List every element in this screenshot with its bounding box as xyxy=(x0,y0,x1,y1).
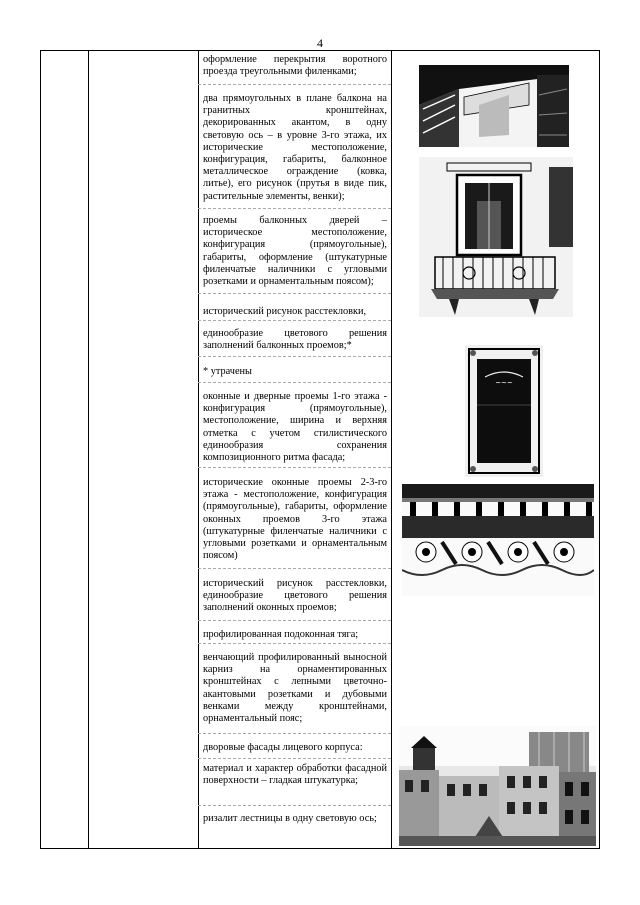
description-paragraph: единообразие цветового решения заполнений балконных проемов;* xyxy=(203,328,387,352)
courtyard-photo xyxy=(399,726,596,846)
column-divider xyxy=(198,51,199,848)
description-paragraph: исторический рисунок расстекловки, единообразие цветового решения заполнений оконных проемов; xyxy=(203,578,387,614)
balcony-photo xyxy=(419,157,573,317)
paragraph-separator xyxy=(198,293,391,294)
svg-text:~~~: ~~~ xyxy=(495,379,513,387)
description-paragraph: исторические оконные проемы 2-3-го этажа - местоположение, конфигурация (прямоугольные), габариты, оформление оконных проемов 3-го этажа (штукатурные филенчатые наличники с угловыми розетками и орнаментальным поясом) xyxy=(203,477,387,562)
paragraph-separator xyxy=(198,320,391,321)
footnote: * утрачены xyxy=(203,366,252,377)
paragraph-separator xyxy=(198,208,391,209)
description-paragraph: оформление перекрытия воротного проезда треугольными филенками; xyxy=(203,54,387,78)
description-paragraph: исторический рисунок расстекловки, xyxy=(203,306,367,317)
cornice-photo xyxy=(402,484,594,596)
paragraph-separator xyxy=(198,805,391,806)
paragraph-separator xyxy=(198,568,391,569)
paragraph-separator xyxy=(198,758,391,759)
gate-passage-photo xyxy=(419,65,569,147)
paragraph-separator xyxy=(198,84,391,85)
paragraph-separator xyxy=(198,467,391,468)
paragraph-separator xyxy=(198,643,391,644)
description-paragraph: два прямоугольных в плане балкона на гранитных кронштейнах, декорированных акантом, в одну световую ось – в уровне 3-го этажа, их исторические местоположение, конфигурация, габариты, балконное металлическое ограждение (ковка, литье), его рисунок (прутья в виде пик, растительные элементы, венки); xyxy=(203,93,387,202)
description-paragraph: ризалит лестницы в одну световую ось; xyxy=(203,813,377,824)
column-divider xyxy=(391,51,392,848)
description-paragraph: дворовые фасады лицевого корпуса: xyxy=(203,742,363,753)
paragraph-separator xyxy=(198,733,391,734)
description-paragraph: проемы балконных дверей – историческое местоположение, конфигурация (прямоугольные), габариты, оформление (штукатурные филенчатые наличники с угловыми розетками и орнаментальным поясом); xyxy=(203,215,387,288)
description-paragraph: венчающий профилированный выносной карниз на орнаментированных кронштейнах с лепными цветочно-акантовыми розетками и дубовыми венками между кронштейнами, орнаментальный пояс; xyxy=(203,652,387,725)
description-paragraph: материал и характер обработки фасадной поверхности – гладкая штукатурка; xyxy=(203,763,387,787)
column-divider xyxy=(88,51,89,848)
paragraph-separator xyxy=(198,356,391,357)
paragraph-separator xyxy=(198,620,391,621)
description-paragraph: оконные и дверные проемы 1-го этажа - конфигурация (прямоугольные), местоположение, ширина и верхняя отметка с учетом стилистического единообразия сохранения композиционного ритма фасада; xyxy=(203,391,387,464)
window-photo xyxy=(465,345,543,477)
page-number: 4 xyxy=(317,36,323,50)
description-paragraph: профилированная подоконная тяга; xyxy=(203,629,359,640)
paragraph-separator xyxy=(198,382,391,383)
